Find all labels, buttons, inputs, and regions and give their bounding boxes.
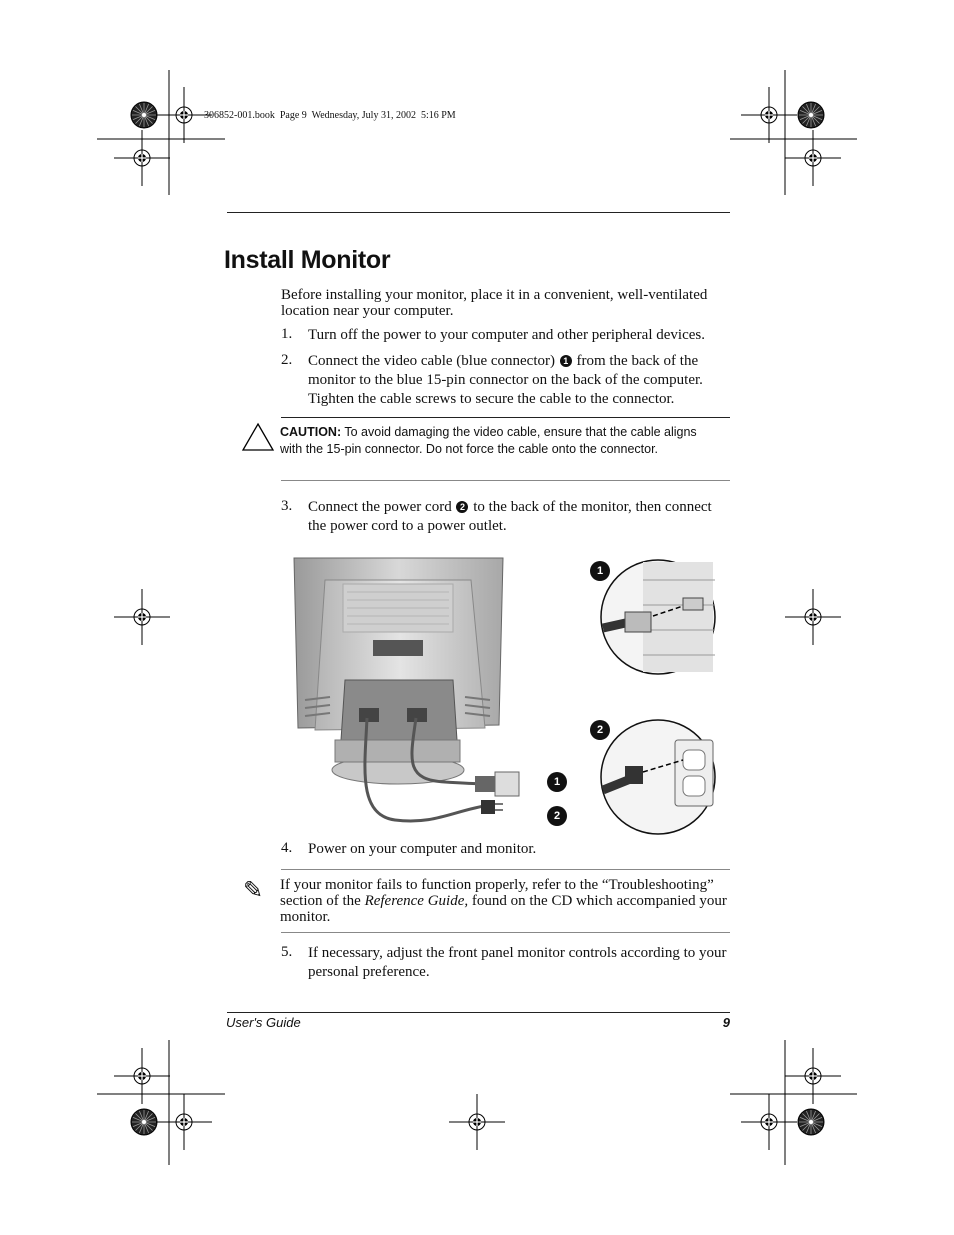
- step-2-text-after: from the back of the monitor to the blue 15-pin connector on the back of the computer. Tighten the cable screws to secure the cable to the connector.: [308, 353, 703, 407]
- step-3-text-after: to the back of the monitor, then connect the power cord to a power outlet.: [308, 499, 712, 534]
- caution-body: To avoid damaging the video cable, ensure that the cable aligns with the 15-pin connector. Do not force the cable onto the connector.: [280, 425, 697, 456]
- power-outlet-inset: [601, 720, 715, 834]
- callout-power-cable: 2: [547, 806, 567, 826]
- video-connector-inset: [601, 560, 715, 674]
- note-text-after: found on the CD which accompanied your monitor.: [280, 893, 727, 925]
- page-title: Install Monitor: [224, 246, 391, 274]
- intro-paragraph: Before installing your monitor, place it in a convenient, well-ventilated location near your computer.: [281, 287, 708, 319]
- step-5-number: 5.: [281, 944, 293, 960]
- note-text: [280, 877, 732, 925]
- note-top-rule: [281, 869, 730, 870]
- note-pencil-icon: ✎: [243, 876, 264, 904]
- caution-text: [280, 424, 700, 458]
- note-text-before: If your monitor fails to function properly, refer to the “Troubleshooting” section of the: [280, 877, 714, 909]
- callout-power-inset: 2: [590, 720, 610, 740]
- step-5-text: If necessary, adjust the front panel monitor controls according to your personal preference.: [308, 945, 727, 980]
- header-rule: [227, 212, 730, 213]
- monitor-back-drawing: [294, 558, 503, 784]
- step-3-number: 3.: [281, 498, 293, 514]
- step-3-text-before: Connect the power cord: [308, 499, 452, 515]
- step-2-text-before: Connect the video cable (blue connector): [308, 353, 555, 369]
- footer-page-number: 9: [722, 1015, 730, 1030]
- step-2-marker: 1: [560, 355, 572, 367]
- caution-triangle-icon: [241, 422, 275, 452]
- step-4-text: Power on your computer and monitor.: [308, 841, 537, 857]
- caution-bottom-rule: [281, 480, 730, 481]
- note-emphasis: Reference Guide,: [364, 893, 469, 909]
- monitor-installation-illustration: [285, 550, 730, 835]
- step-2-text: [308, 352, 732, 409]
- footer-document-title: User's Guide: [226, 1015, 301, 1030]
- caution-label: CAUTION:: [280, 425, 342, 439]
- step-1-number: 1.: [281, 326, 293, 342]
- callout-video-inset: 1: [590, 561, 610, 581]
- step-3-text: [308, 498, 732, 536]
- callout-video-cable: 1: [547, 772, 567, 792]
- note-bottom-rule: [281, 932, 730, 933]
- print-header: 306852-001.book Page 9 Wednesday, July 31, 2002 5:16 PM: [204, 110, 456, 121]
- caution-top-rule: [281, 417, 730, 418]
- step-3-marker: 2: [456, 501, 468, 513]
- footer-rule: [227, 1012, 730, 1013]
- step-1-text: Turn off the power to your computer and other peripheral devices.: [308, 327, 705, 343]
- step-2-number: 2.: [281, 352, 293, 368]
- step-4-number: 4.: [281, 840, 293, 856]
